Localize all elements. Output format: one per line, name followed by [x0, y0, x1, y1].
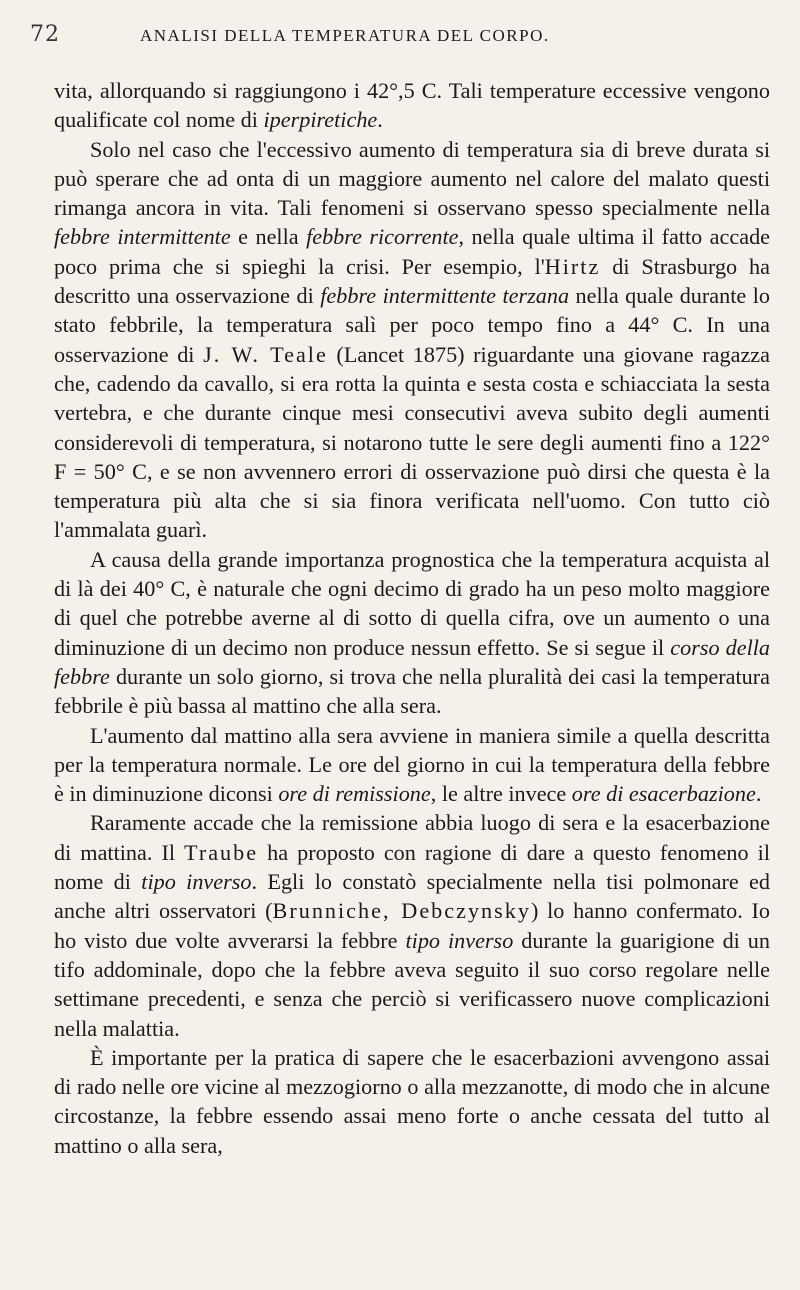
text-run: vita, allorquando si raggiungono i 42°,5 C. Tali temperature eccessive vengono qualificate col nome di: [54, 78, 770, 133]
text-run: .: [377, 107, 383, 133]
author-name: Traube: [184, 839, 259, 865]
running-title: ANALISI DELLA TEMPERATURA DEL CORPO.: [140, 26, 550, 45]
paragraph: [54, 1043, 770, 1160]
text-run: Raramente accade che la remissione abbia luogo di sera e la esacerbazione di mattina. Il: [54, 810, 770, 865]
paragraph: [54, 545, 770, 721]
paragraph: [54, 721, 770, 809]
paragraph: [54, 135, 770, 545]
paragraph: [54, 808, 770, 1042]
text-run: Solo nel caso che l'eccessivo aumento di temperatura sia di breve durata si può sperare che ad onta di un maggiore aumento nel calore del malato questi rimanga ancora in vita. Tali fenomeni si osservano spesso specialmente nella: [54, 136, 770, 221]
text-run: (Lancet 1875) riguardante una giovane ragazza che, cadendo da cavallo, si era rotta la quinta e sesta costa e schiacciata la sesta vertebra, e che durante cinque mesi consecutivi aveva subito degli aumenti considerevoli di temperatura, si notarono tutte le sere degli aumenti fino a 122° F = 50° C, e se non avvennero errori di osservazione può dirsi che questa è la temperatura più alta che si sia finora verificata nell'uomo. Con tutto ciò l'ammalata guarì.: [54, 341, 770, 543]
paragraph: [54, 76, 770, 135]
page-number: 72: [30, 22, 60, 47]
text-run: , le altre invece: [430, 781, 572, 807]
italic-term: ore di esacerbazione: [571, 781, 756, 807]
text-run: nella quale durante lo stato febbrile, la temperatura salì per poco tempo fino a 44° C. In una osservazione di: [54, 283, 770, 367]
text-run: ha proposto con ragione di dare a questo fenomeno il nome di: [54, 839, 770, 895]
author-name: J. W. Teale: [203, 341, 328, 367]
italic-term: febbre intermittente terzana: [320, 283, 570, 309]
author-name: Hirtz: [544, 253, 601, 279]
text-run: durante la guarigione di un tifo addominale, dopo che la febbre aveva seguito il suo corso regolare nelle settimane precedenti, e senza che perciò si verificassero nuove complicazioni nella malattia.: [54, 927, 770, 1041]
italic-term: iperpiretiche: [263, 107, 378, 133]
text-run: di Strasburgo ha descritto una osservazione di: [54, 253, 770, 309]
italic-term: febbre ricorrente: [306, 224, 459, 250]
italic-term: tipo inverso: [141, 869, 252, 895]
text-run: È importante per la pratica di sapere che le esacerbazioni avvengono assai di rado nelle ore vicine al mezzogiorno o alla mezzanotte, di modo che in alcune circostanze, la febbre essendo assai meno forte o anche cessata del tutto al mattino o alla sera,: [54, 1044, 770, 1158]
body-text: [54, 76, 770, 1160]
text-run: A causa della grande importanza prognostica che la temperatura acquista al di là dei 40° C, è naturale che ogni decimo di grado ha un peso molto maggiore di quel che potrebbe averne al di sotto di quella cifra, ove un aumento o una diminuzione di un decimo non produce nessun effetto. Se si segue il: [54, 546, 770, 660]
text-run: . Egli lo constatò specialmente nella tisi polmonare ed anche altri osservatori (: [54, 869, 770, 924]
italic-term: febbre intermittente: [54, 224, 231, 250]
text-run: durante un solo giorno, si trova che nella pluralità dei casi la temperatura febbrile è più bassa al mattino che alla sera.: [54, 663, 770, 719]
text-run: e nella: [230, 224, 307, 250]
author-name: Brunniche, Debczynsky: [272, 898, 531, 924]
italic-term: corso della febbre: [54, 634, 770, 689]
page-header: [30, 22, 770, 62]
text-run: L'aumento dal mattino alla sera avviene in maniera simile a quella descritta per la temperatura normale. Le ore del giorno in cui la temperatura della febbre è in diminuzione diconsi: [54, 722, 770, 807]
text-run: ) lo hanno confermato. Io ho visto due volte avverarsi la febbre: [54, 898, 771, 953]
italic-term: tipo inverso: [405, 927, 514, 953]
text-run: , nella quale ultima il fatto accade poco prima che si spieghi la crisi. Per esempio, l': [54, 224, 771, 279]
text-run: .: [755, 781, 762, 807]
italic-term: ore di remissione: [278, 781, 431, 807]
